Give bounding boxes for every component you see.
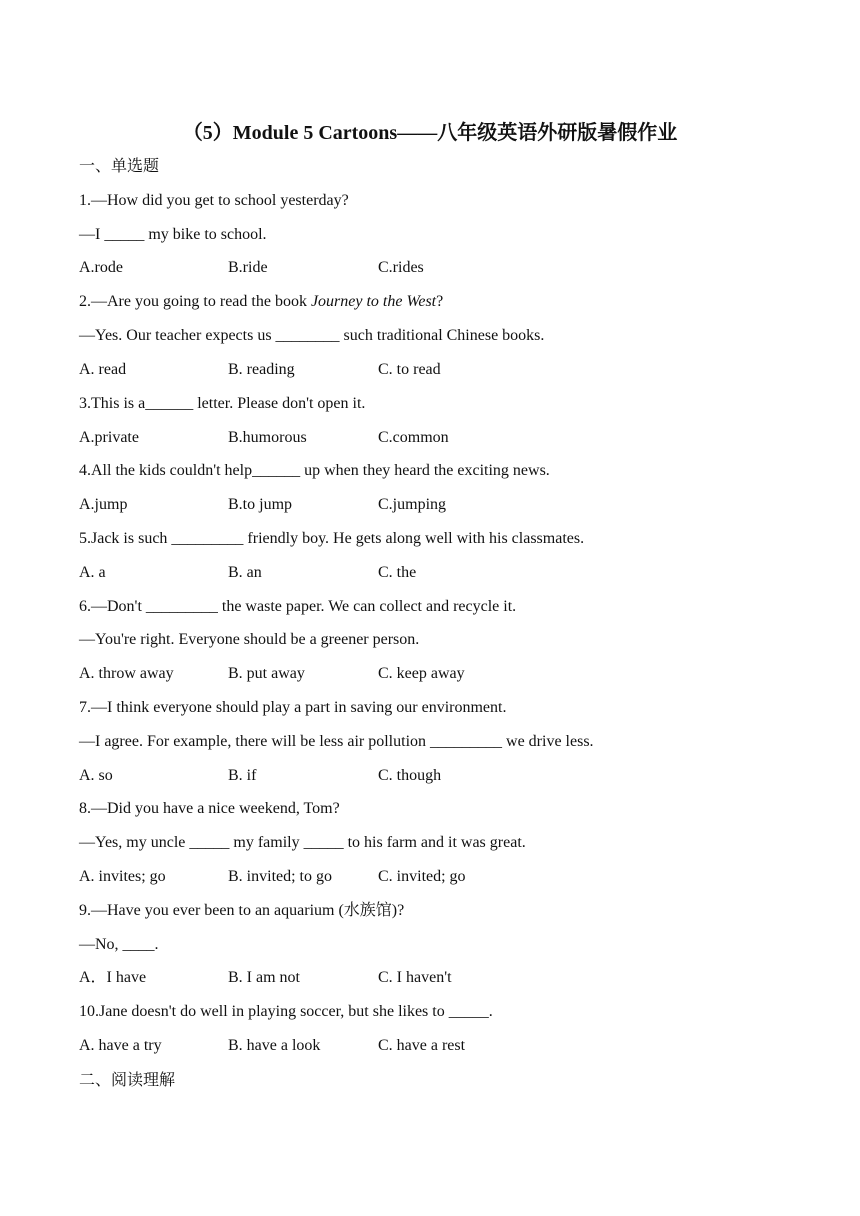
book-title: Journey to the West bbox=[310, 293, 437, 310]
option-b[interactable]: B. if bbox=[228, 767, 257, 784]
page-title: （5）Module 5 Cartoons——八年级英语外研版暑假作业 bbox=[182, 122, 678, 144]
question-8-response: —Yes, my uncle _____ my family _____ to his farm and it was great. bbox=[79, 834, 526, 851]
option-a[interactable]: A. so bbox=[79, 767, 113, 784]
question-8-stem: 8.—Did you have a nice weekend, Tom? bbox=[79, 800, 340, 817]
question-9-response: —No, ____. bbox=[79, 936, 159, 953]
section-heading-single-choice: 一、单选题 bbox=[79, 156, 160, 175]
option-a[interactable]: A. throw away bbox=[79, 665, 174, 682]
option-c[interactable]: C.rides bbox=[378, 259, 424, 276]
option-b[interactable]: B.to jump bbox=[228, 496, 293, 513]
section-heading-reading: 二、阅读理解 bbox=[79, 1070, 176, 1089]
option-c[interactable]: C. I haven't bbox=[378, 969, 452, 986]
question-7-response: —I agree. For example, there will be less air pollution _________ we drive less. bbox=[79, 733, 594, 750]
question-5-stem: 5.Jack is such _________ friendly boy. He gets along well with his classmates. bbox=[79, 530, 585, 547]
option-c[interactable]: C. though bbox=[378, 767, 442, 784]
stem-text: 2.—Are you going to read the book bbox=[79, 293, 311, 310]
stem-end: ? bbox=[436, 293, 444, 310]
question-6-response: —You're right. Everyone should be a greener person. bbox=[79, 631, 420, 648]
question-4-stem: 4.All the kids couldn't help______ up when they heard the exciting news. bbox=[79, 462, 550, 479]
option-b[interactable]: B. have a look bbox=[228, 1037, 321, 1054]
option-b[interactable]: B. put away bbox=[228, 665, 305, 682]
question-6-stem: 6.—Don't _________ the waste paper. We can collect and recycle it. bbox=[79, 598, 517, 615]
option-b[interactable]: B. I am not bbox=[228, 969, 300, 986]
question-3-stem: 3.This is a______ letter. Please don't open it. bbox=[79, 395, 366, 412]
option-b[interactable]: B.ride bbox=[228, 259, 268, 276]
question-1-stem: 1.—How did you get to school yesterday? bbox=[79, 192, 349, 209]
question-1-response: —I _____ my bike to school. bbox=[79, 226, 267, 243]
option-b[interactable]: B. reading bbox=[228, 361, 295, 378]
question-10-stem: 10.Jane doesn't do well in playing soccer, but she likes to _____. bbox=[79, 1003, 493, 1020]
question-9-stem: 9.—Have you ever been to an aquarium (水族馆)? bbox=[79, 902, 405, 919]
question-7-stem: 7.—I think everyone should play a part in saving our environment. bbox=[79, 699, 507, 716]
option-c[interactable]: C. the bbox=[378, 564, 417, 581]
option-a[interactable]: A.rode bbox=[79, 259, 123, 276]
option-b[interactable]: B. invited; to go bbox=[228, 868, 332, 885]
option-c[interactable]: C. keep away bbox=[378, 665, 465, 682]
option-c[interactable]: C.common bbox=[378, 429, 449, 446]
option-a[interactable]: A. a bbox=[79, 564, 106, 581]
option-b[interactable]: B.humorous bbox=[228, 429, 307, 446]
option-c[interactable]: C.jumping bbox=[378, 496, 447, 513]
option-a[interactable]: A.private bbox=[79, 429, 139, 446]
option-c[interactable]: C. have a rest bbox=[378, 1037, 466, 1054]
option-a[interactable]: A. have a try bbox=[79, 1037, 162, 1054]
option-c[interactable]: C. invited; go bbox=[378, 868, 466, 885]
option-a[interactable]: A．I have bbox=[79, 969, 147, 986]
question-2-stem bbox=[79, 292, 443, 312]
option-a[interactable]: A.jump bbox=[79, 496, 128, 513]
option-a[interactable]: A. invites; go bbox=[79, 868, 166, 885]
option-c[interactable]: C. to read bbox=[378, 361, 441, 378]
option-a[interactable]: A. read bbox=[79, 361, 127, 378]
option-b[interactable]: B. an bbox=[228, 564, 262, 581]
question-2-response: —Yes. Our teacher expects us ________ such traditional Chinese books. bbox=[79, 327, 545, 344]
